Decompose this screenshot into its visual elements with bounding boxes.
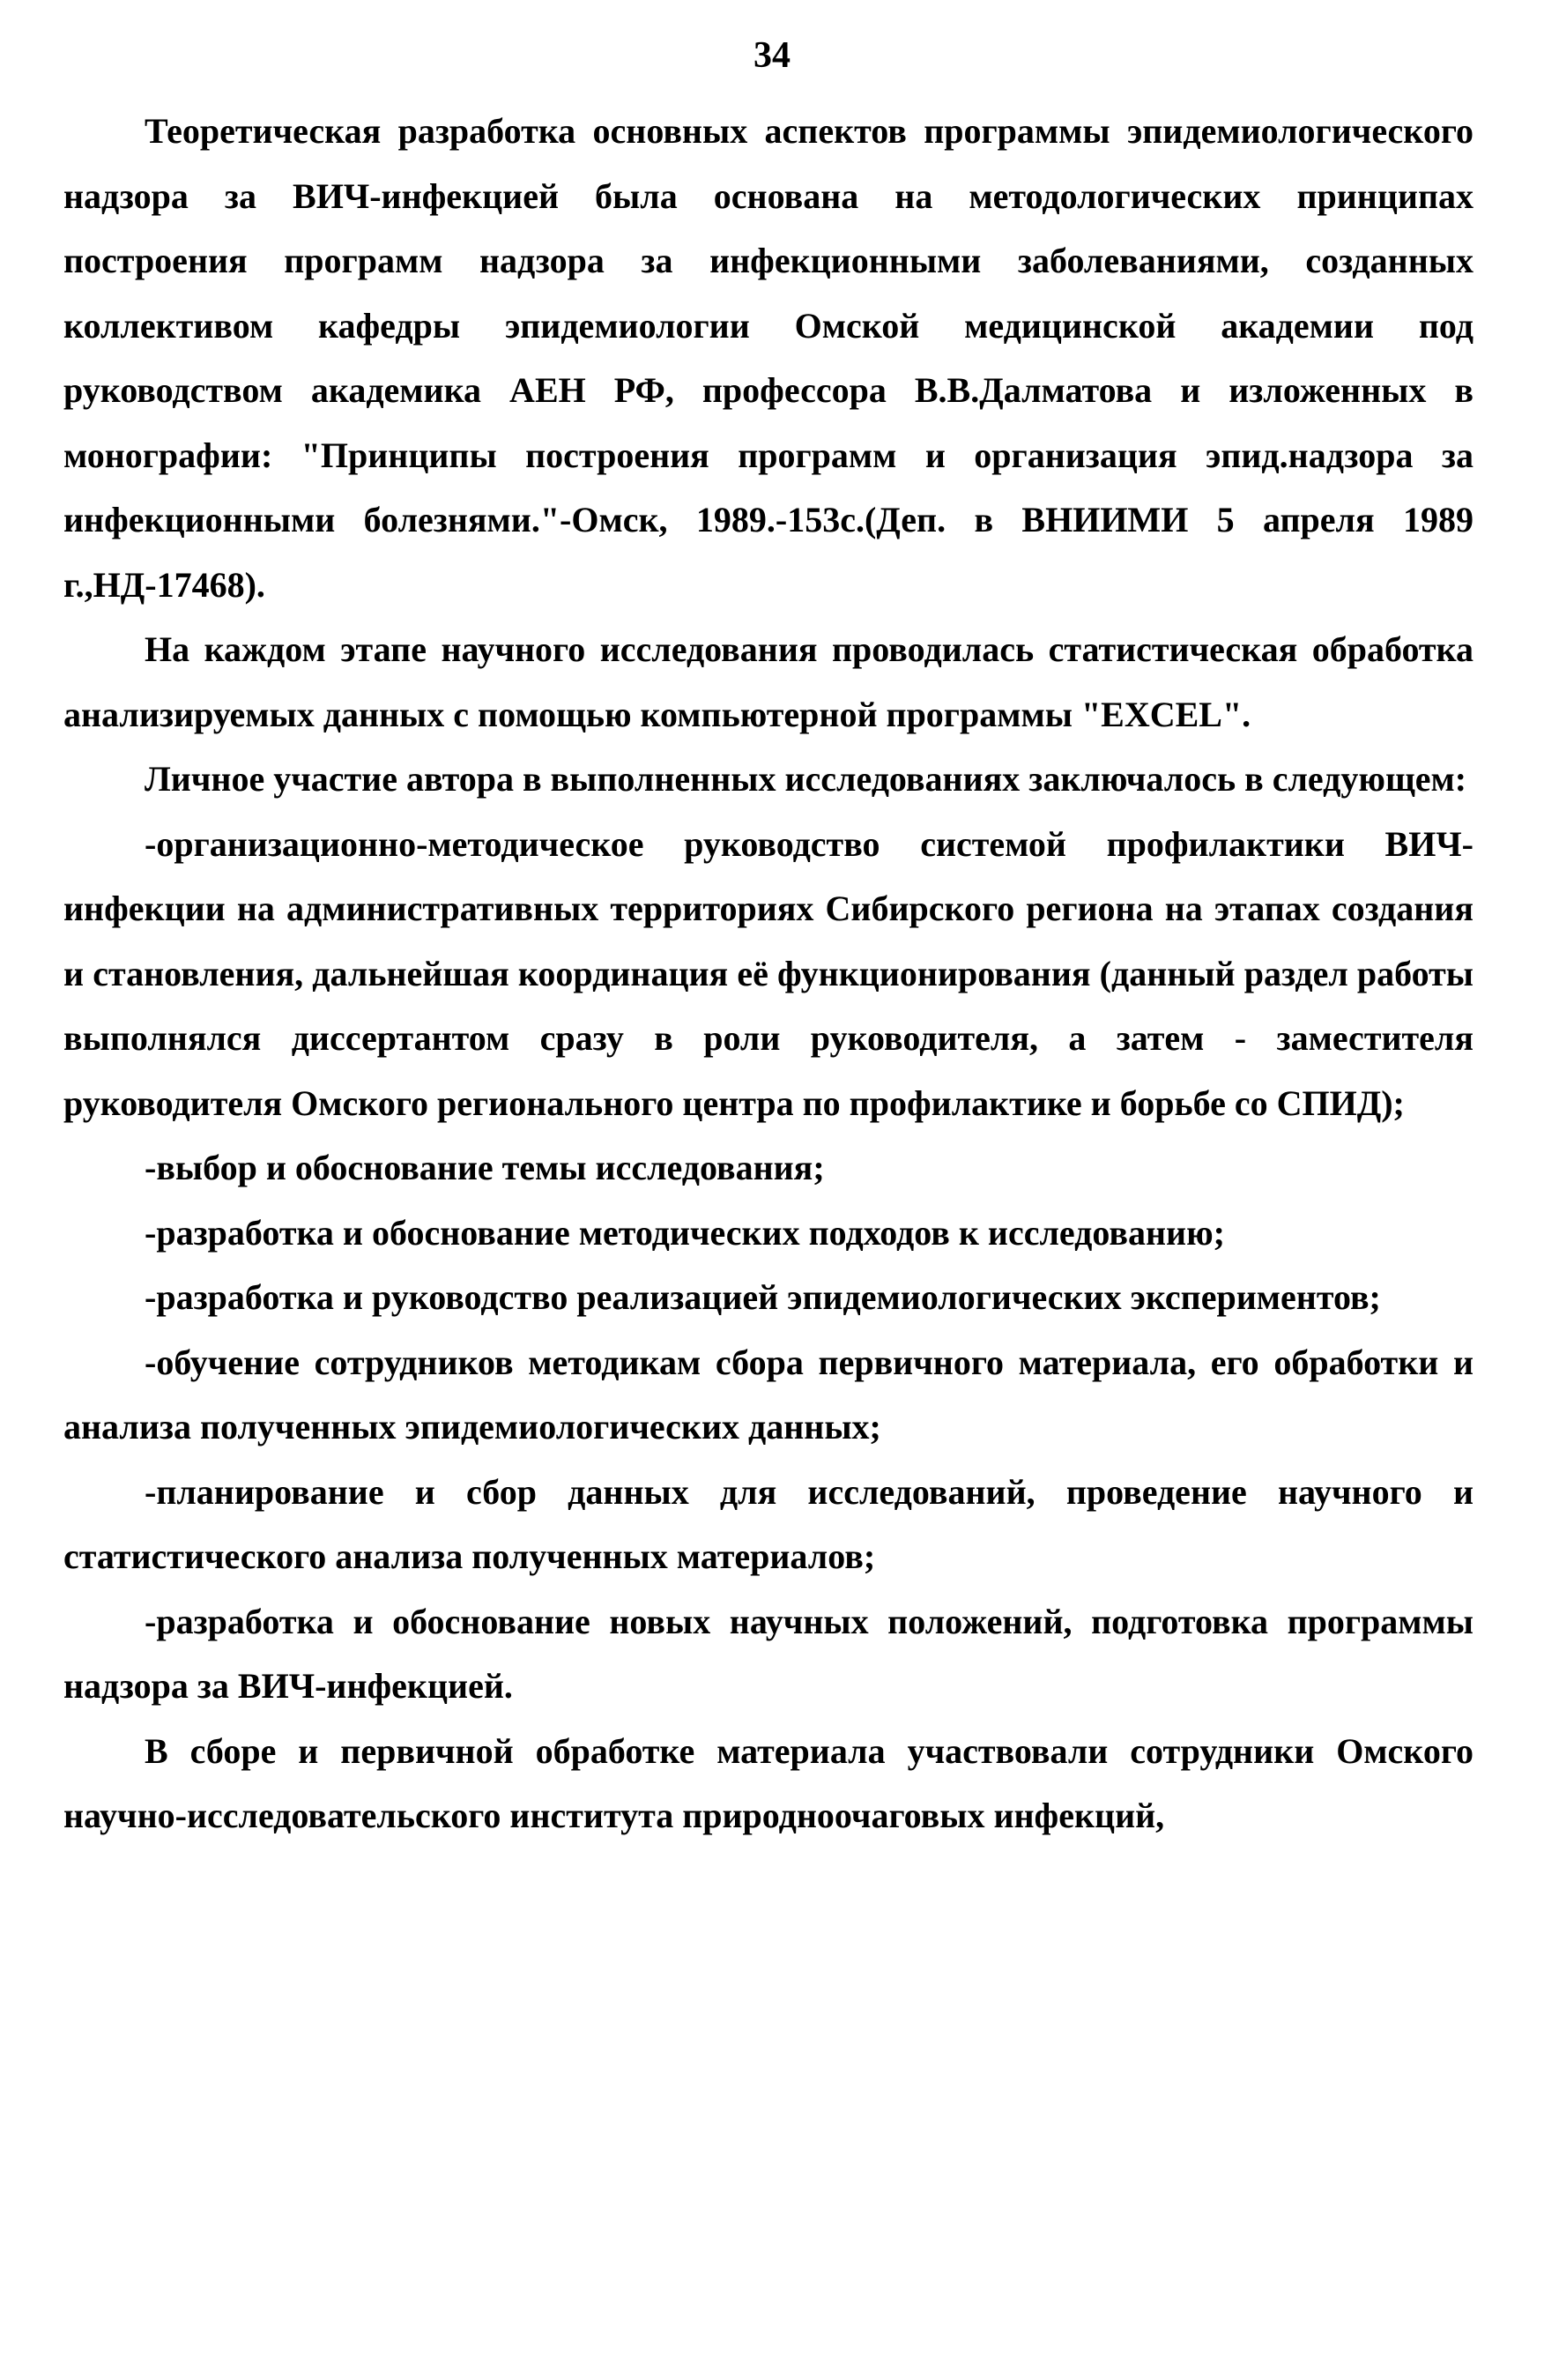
document-body <box>63 99 1473 1848</box>
list-item-staff-training: -обучение сотрудников методикам сбора первичного материала, его обработки и анализа полученных эпидемиологических данных; <box>63 1342 1473 1447</box>
paragraph-statistics: На каждом этапе научного исследования проводилась статистическая обработка анализируемых данных с помощью компьютерной программы "EXCEL". <box>63 629 1473 734</box>
paragraph-methodology: Теоретическая разработка основных аспектов программы эпидемиологического надзора за ВИЧ-инфекцией была основана на методологических принципах построения программ надзора за инфекционными заболеваниями, созданных коллективом кафедры эпидемиологии Омской медицинской академии под руководством академика АЕН РФ, профессора В.В.Далматова и изложенных в монографии: "Принципы построения программ и организация эпид.надзора за инфекционными болезнями."-Омск, 1989.-153с.(Деп. в ВНИИМИ 5 апреля 1989 г.,НД-17468). <box>63 111 1473 605</box>
list-item-new-provisions: -разработка и обоснование новых научных положений, подготовка программы надзора за ВИЧ-инфекцией. <box>63 1601 1473 1706</box>
list-item-organization: -организационно-методическое руководство системой профилактики ВИЧ-инфекции на административных территориях Сибирского региона на этапах создания и становления, дальнейшая координация её функционирования (данный раздел работы выполнялся диссертантом сразу в роли руководителя, а затем - заместителя руководителя Омского регионального центра по профилактике и борьбе со СПИД); <box>63 823 1473 1123</box>
list-item-experiments: -разработка и руководство реализацией эпидемиологических экспериментов; <box>145 1277 1381 1317</box>
list-item-topic-choice: -выбор и обоснование темы исследования; <box>145 1148 825 1187</box>
list-item-data-collection: -планирование и сбор данных для исследований, проведение научного и статистического анализа полученных материалов; <box>63 1471 1473 1576</box>
page-number: 34 <box>753 35 791 76</box>
paragraph-contributors: В сборе и первичной обработке материала участвовали сотрудники Омского научно-исследовательского института природноочаговых инфекций, <box>63 1730 1473 1835</box>
paragraph-personal-participation: Личное участие автора в выполненных исследованиях заключалось в следующем: <box>145 759 1467 799</box>
list-item-methods: -разработка и обоснование методических подходов к исследованию; <box>145 1212 1225 1253</box>
